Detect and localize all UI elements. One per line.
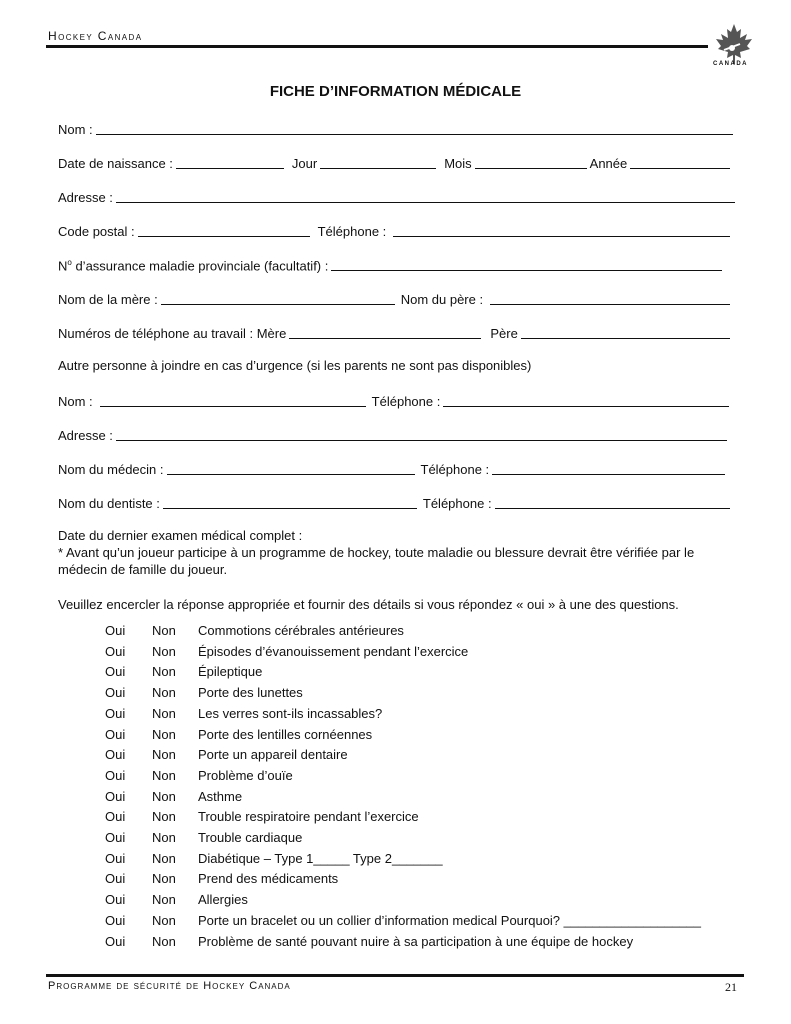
question-text: Commotions cérébrales antérieures	[198, 623, 404, 638]
nom-input[interactable]	[96, 121, 733, 135]
question-text: Porte un bracelet ou un collier d’information medical Pourquoi? ___________________	[198, 912, 702, 928]
telephone-input[interactable]	[393, 223, 730, 237]
nom-pere-input[interactable]	[490, 291, 730, 305]
oui-option[interactable]: Oui	[105, 788, 126, 804]
question-text: Asthme	[198, 788, 243, 804]
tel-mere-input[interactable]	[289, 325, 481, 339]
code-postal-input[interactable]	[138, 223, 310, 237]
question-text: Épisodes d’évanouissement pendant l’exercice	[198, 643, 469, 659]
adresse-input[interactable]	[116, 189, 735, 203]
field-row-assurance	[58, 255, 722, 273]
non-option[interactable]: Non	[152, 664, 176, 680]
question-row	[0, 727, 791, 745]
label-date-naissance: Date de naissance :	[58, 156, 173, 171]
oui-option[interactable]: Oui	[105, 643, 126, 659]
oui-option[interactable]: Oui	[105, 685, 126, 701]
nom-medecin-input[interactable]	[167, 461, 415, 475]
label-nom-medecin: Nom du médecin :	[58, 462, 164, 477]
logo-wordmark: CANADA	[713, 61, 748, 67]
label-nom: Nom :	[58, 122, 93, 137]
oui-option[interactable]: Oui	[105, 871, 126, 887]
jour-input[interactable]	[320, 155, 436, 169]
oui-option[interactable]: Oui	[105, 726, 126, 742]
label-adresse2: Adresse :	[58, 428, 113, 443]
question-row	[0, 809, 791, 827]
oui-option[interactable]: Oui	[105, 664, 126, 680]
page-number: 21	[725, 980, 737, 994]
question-text: Porte un appareil dentaire	[198, 747, 348, 763]
question-text: Trouble cardiaque	[198, 830, 303, 845]
question-text: Les verres sont-ils incassables?	[198, 705, 383, 721]
oui-option[interactable]: Oui	[105, 747, 126, 763]
field-row-adresse2	[58, 425, 727, 443]
question-row	[0, 644, 791, 662]
exam-note-line2: médecin de famille du joueur.	[58, 562, 228, 577]
non-option[interactable]: Non	[152, 830, 176, 845]
oui-option[interactable]: Oui	[105, 933, 126, 949]
question-text: Trouble respiratoire pendant l’exercice	[198, 809, 419, 825]
label-assurance: $N^o$ d’assurance maladie provinciale (facultatif) :	[58, 257, 329, 273]
nom-dentiste-input[interactable]	[163, 495, 417, 509]
non-option[interactable]: Non	[152, 705, 176, 721]
label-telephone4: Téléphone :	[422, 496, 492, 511]
label-mois: Mois	[444, 156, 472, 171]
label-nom-mere: Nom de la mère :	[58, 292, 158, 307]
question-row	[0, 664, 791, 682]
non-option[interactable]: Non	[152, 726, 176, 742]
exam-note-line1: * Avant qu’un joueur participe à un programme de hockey, toute maladie ou blessure devrait être vérifiée par le	[58, 545, 695, 560]
question-row	[0, 934, 791, 952]
label-nom-pere: Nom du père :	[400, 292, 484, 307]
label-adresse: Adresse :	[58, 190, 113, 205]
question-text: Problème d’ouïe	[198, 767, 293, 783]
annee-input[interactable]	[630, 155, 730, 169]
question-text: Porte des lunettes	[198, 685, 303, 701]
oui-option[interactable]: Oui	[105, 809, 126, 825]
field-row-medecin	[58, 459, 725, 477]
question-row	[0, 747, 791, 765]
non-option[interactable]: Non	[152, 747, 176, 763]
question-row	[0, 892, 791, 910]
exam-date-label: Date du dernier examen médical complet :	[58, 528, 303, 543]
label-telephone: Téléphone :	[317, 224, 387, 239]
question-row	[0, 830, 791, 848]
field-row-nom	[58, 119, 733, 137]
label-telephone2: Téléphone :	[371, 394, 441, 409]
question-text: Diabétique – Type 1_____ Type 2_______	[198, 850, 443, 866]
oui-option[interactable]: Oui	[105, 912, 126, 928]
question-row	[0, 623, 791, 641]
date-naissance-input[interactable]	[176, 155, 284, 169]
question-row	[0, 871, 791, 889]
header-rule	[46, 45, 708, 48]
oui-option[interactable]: Oui	[105, 850, 126, 866]
non-option[interactable]: Non	[152, 933, 176, 949]
mois-input[interactable]	[475, 155, 587, 169]
oui-option[interactable]: Oui	[105, 623, 126, 638]
question-row	[0, 706, 791, 724]
field-row-date-naissance	[58, 153, 730, 171]
label-tel-travail: Numéros de téléphone au travail : Mère	[58, 326, 287, 341]
question-row	[0, 768, 791, 786]
field-row-dentiste	[58, 493, 730, 511]
field-row-parents	[58, 289, 730, 307]
non-option[interactable]: Non	[152, 643, 176, 659]
question-text: Porte des lentilles cornéennes	[198, 726, 373, 742]
header-org: Hockey Canada	[48, 29, 143, 43]
field-row-adresse	[58, 187, 735, 205]
page-title: FICHE D’INFORMATION MÉDICALE	[269, 83, 522, 100]
oui-option[interactable]: Oui	[105, 892, 126, 908]
label-nom-dentiste: Nom du dentiste :	[58, 496, 160, 511]
nom2-input[interactable]	[100, 393, 366, 407]
question-row	[0, 913, 791, 931]
non-option[interactable]: Non	[152, 892, 176, 908]
question-text: Épileptique	[198, 664, 263, 680]
question-row	[0, 789, 791, 807]
nom-mere-input[interactable]	[161, 291, 395, 305]
non-option[interactable]: Non	[152, 623, 176, 638]
field-row-code-postal	[58, 221, 730, 239]
question-row	[0, 851, 791, 869]
assurance-input[interactable]	[331, 257, 722, 271]
footer-program: Programme de sécurité de Hockey Canada	[48, 980, 291, 992]
non-option[interactable]: Non	[152, 871, 176, 887]
question-text: Problème de santé pouvant nuire à sa participation à une équipe de hockey	[198, 933, 634, 949]
non-option[interactable]: Non	[152, 767, 176, 783]
non-option[interactable]: Non	[152, 685, 176, 701]
question-text: Allergies	[198, 892, 248, 908]
oui-option[interactable]: Oui	[105, 705, 126, 721]
tel-pere-input[interactable]	[521, 325, 730, 339]
instructions-text: Veuillez encercler la réponse appropriée et fournir des détails si vous répondez « oui » à une des questions.	[58, 597, 679, 612]
field-row-nom2	[58, 391, 729, 409]
non-option[interactable]: Non	[152, 912, 176, 928]
question-text: Prend des médicaments	[198, 871, 339, 887]
non-option[interactable]: Non	[152, 809, 176, 825]
autre-personne-heading: Autre personne à joindre en cas d’urgence (si les parents ne sont pas disponibles)	[58, 358, 532, 373]
telephone4-input[interactable]	[495, 495, 730, 509]
adresse2-input[interactable]	[116, 427, 727, 441]
telephone2-input[interactable]	[443, 393, 729, 407]
telephone3-input[interactable]	[492, 461, 725, 475]
label-telephone3: Téléphone :	[420, 462, 490, 477]
non-option[interactable]: Non	[152, 850, 176, 866]
label-code-postal: Code postal :	[58, 224, 135, 239]
footer-rule	[46, 974, 744, 977]
label-nom2: Nom :	[58, 394, 93, 409]
label-pere: Père	[490, 326, 518, 341]
oui-option[interactable]: Oui	[105, 830, 126, 845]
non-option[interactable]: Non	[152, 788, 176, 804]
label-jour: Jour	[291, 156, 318, 171]
field-row-tel-travail	[58, 323, 730, 341]
oui-option[interactable]: Oui	[105, 767, 126, 783]
question-row	[0, 685, 791, 703]
label-annee: Année	[589, 156, 628, 171]
